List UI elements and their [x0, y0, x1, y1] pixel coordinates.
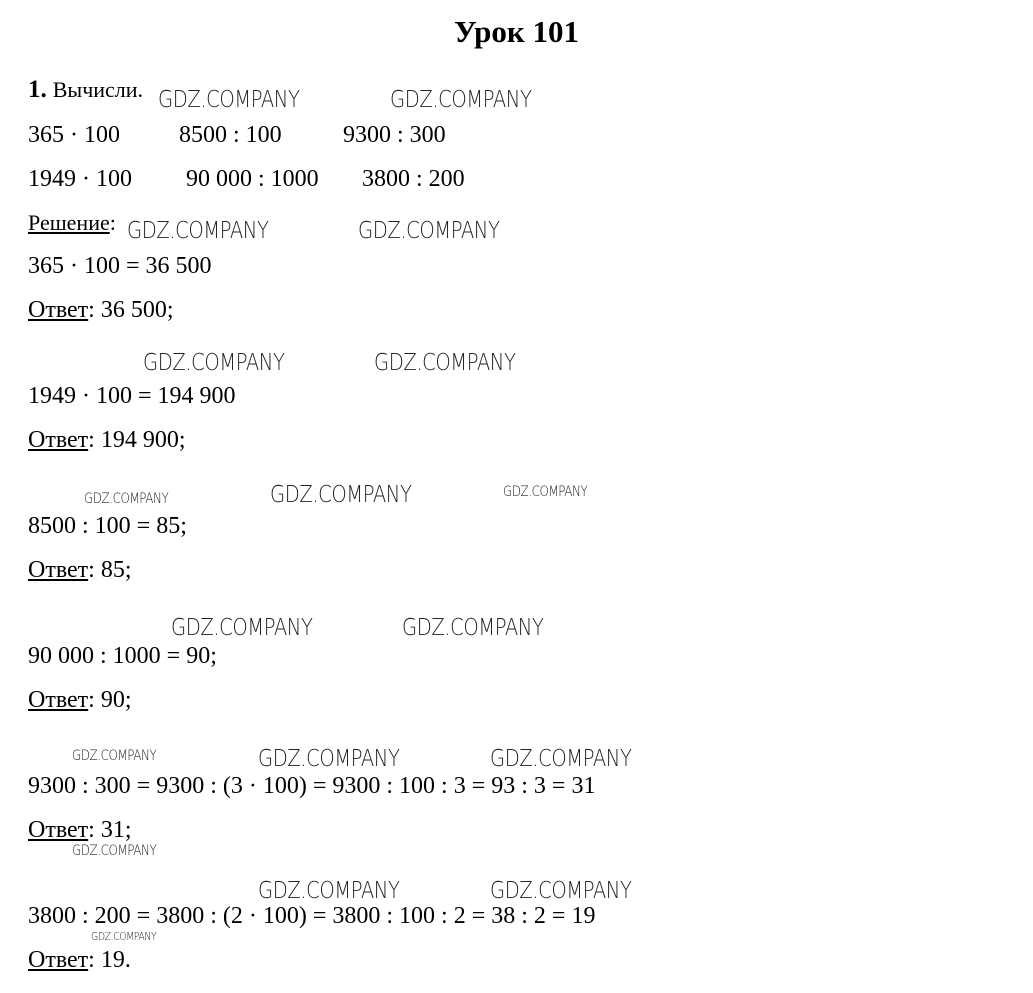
- answer-value: : 31;: [88, 817, 132, 843]
- solution-label: Решение: [28, 210, 110, 235]
- answer-label: Ответ: [28, 947, 89, 973]
- solution-3-answer: [28, 556, 132, 584]
- watermark: GDZ.COMPANY: [374, 350, 516, 376]
- expression-1-2: 8500 : 100: [179, 122, 282, 148]
- watermark: GDZ.COMPANY: [143, 350, 285, 376]
- solution-3-equation: 8500 : 100 = 85;: [28, 513, 187, 539]
- watermark: GDZ.COMPANY: [503, 484, 588, 500]
- solution-heading: [28, 209, 116, 237]
- expression-1-1: 365 · 100: [28, 122, 120, 148]
- answer-label: Ответ: [28, 297, 89, 323]
- solution-5-equation: 9300 : 300 = 9300 : (3 · 100) = 9300 : 100 : 3 = 93 : 3 = 31: [28, 773, 596, 799]
- watermark: GDZ.COMPANY: [358, 218, 500, 244]
- watermark: GDZ.COMPANY: [258, 746, 400, 772]
- watermark: GDZ.COMPANY: [390, 87, 532, 113]
- answer-value: : 85;: [88, 557, 132, 583]
- solution-6-answer: [28, 946, 131, 974]
- task-instruction: Вычисли.: [52, 77, 144, 102]
- watermark: GDZ.COMPANY: [258, 878, 400, 904]
- solution-2-equation: 1949 · 100 = 194 900: [28, 383, 236, 409]
- answer-value: : 194 900;: [88, 427, 186, 453]
- solution-1-answer: [28, 296, 174, 324]
- watermark: GDZ.COMPANY: [158, 87, 300, 113]
- answer-label: Ответ: [28, 557, 89, 583]
- task-header: [28, 76, 143, 104]
- watermark: GDZ.COMPANY: [171, 615, 313, 641]
- watermark: GDZ.COMPANY: [84, 491, 169, 507]
- watermark: GDZ.COMPANY: [490, 746, 632, 772]
- watermark: GDZ.COMPANY: [91, 930, 157, 943]
- solution-5-answer: [28, 816, 132, 844]
- expression-2-1: 1949 · 100: [28, 166, 132, 192]
- expression-2-2: 90 000 : 1000: [186, 166, 319, 192]
- task-number: 1.: [28, 76, 47, 103]
- solution-4-equation: 90 000 : 1000 = 90;: [28, 643, 217, 669]
- watermark: GDZ.COMPANY: [402, 615, 544, 641]
- answer-value: : 19.: [88, 947, 131, 973]
- expression-1-3: 9300 : 300: [343, 122, 446, 148]
- expression-2-3: 3800 : 200: [362, 166, 465, 192]
- answer-label: Ответ: [28, 687, 89, 713]
- answer-value: : 36 500;: [88, 297, 174, 323]
- watermark: GDZ.COMPANY: [490, 878, 632, 904]
- solution-4-answer: [28, 686, 132, 714]
- solution-6-equation: 3800 : 200 = 3800 : (2 · 100) = 3800 : 100 : 2 = 38 : 2 = 19: [28, 903, 596, 929]
- answer-label: Ответ: [28, 817, 89, 843]
- answer-label: Ответ: [28, 427, 89, 453]
- page-title: Урок 101: [453, 14, 580, 49]
- watermark: GDZ.COMPANY: [72, 843, 157, 859]
- solution-1-equation: 365 · 100 = 36 500: [28, 253, 212, 279]
- watermark: GDZ.COMPANY: [127, 218, 269, 244]
- solution-colon: :: [109, 210, 116, 235]
- watermark: GDZ.COMPANY: [72, 748, 157, 764]
- answer-value: : 90;: [88, 687, 132, 713]
- solution-2-answer: [28, 426, 186, 454]
- watermark: GDZ.COMPANY: [270, 482, 412, 508]
